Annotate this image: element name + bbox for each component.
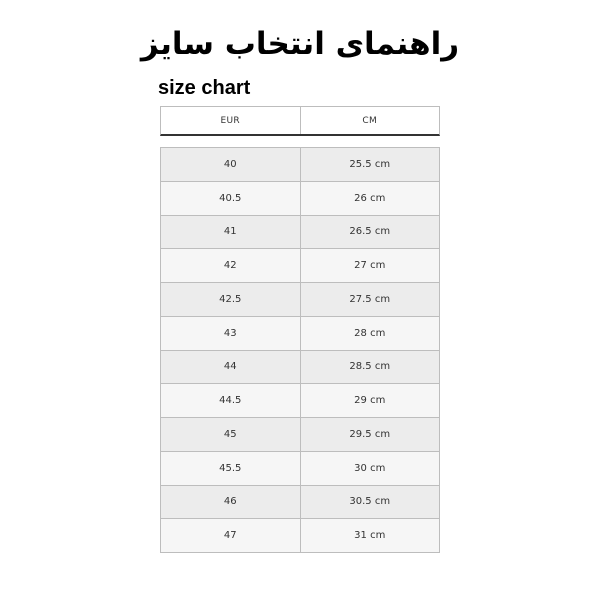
cm-length-cell: 26.5 cm — [300, 216, 440, 249]
table-row — [161, 148, 439, 182]
eur-size-cell: 43 — [161, 317, 300, 350]
cm-length-cell: 30 cm — [300, 452, 440, 485]
eur-size-cell: 44 — [161, 351, 300, 384]
table-row — [161, 452, 439, 486]
cm-length-cell: 31 cm — [300, 519, 440, 552]
eur-size-cell: 45 — [161, 418, 300, 451]
header-eur: EUR — [220, 115, 240, 126]
eur-size-cell: 40 — [161, 148, 300, 181]
cm-length-cell: 30.5 cm — [300, 486, 440, 519]
cm-length-cell: 28 cm — [300, 317, 440, 350]
table-row — [161, 351, 439, 385]
cm-length-cell: 28.5 cm — [300, 351, 440, 384]
eur-size-cell: 45.5 — [161, 452, 300, 485]
table-header — [160, 106, 440, 136]
table-row — [161, 283, 439, 317]
table-row — [161, 216, 439, 250]
eur-size-cell: 40.5 — [161, 182, 300, 215]
size-table — [160, 147, 440, 553]
table-row — [161, 486, 439, 520]
table-row — [161, 249, 439, 283]
cm-length-cell: 26 cm — [300, 182, 440, 215]
eur-size-cell: 47 — [161, 519, 300, 552]
table-row — [161, 418, 439, 452]
cm-length-cell: 29.5 cm — [300, 418, 440, 451]
english-title: size chart — [158, 77, 251, 99]
table-row — [161, 182, 439, 216]
table-row — [161, 519, 439, 553]
eur-size-cell: 46 — [161, 486, 300, 519]
eur-size-cell: 42 — [161, 249, 300, 282]
cm-length-cell: 27.5 cm — [300, 283, 440, 316]
cm-length-cell: 25.5 cm — [300, 148, 440, 181]
table-row — [161, 384, 439, 418]
eur-size-cell: 44.5 — [161, 384, 300, 417]
table-row — [161, 317, 439, 351]
eur-size-cell: 41 — [161, 216, 300, 249]
cm-length-cell: 29 cm — [300, 384, 440, 417]
header-cm: CM — [300, 107, 440, 134]
persian-title: راهنمای انتخاب سایز — [140, 26, 460, 62]
eur-size-cell: 42.5 — [161, 283, 300, 316]
cm-length-cell: 27 cm — [300, 249, 440, 282]
